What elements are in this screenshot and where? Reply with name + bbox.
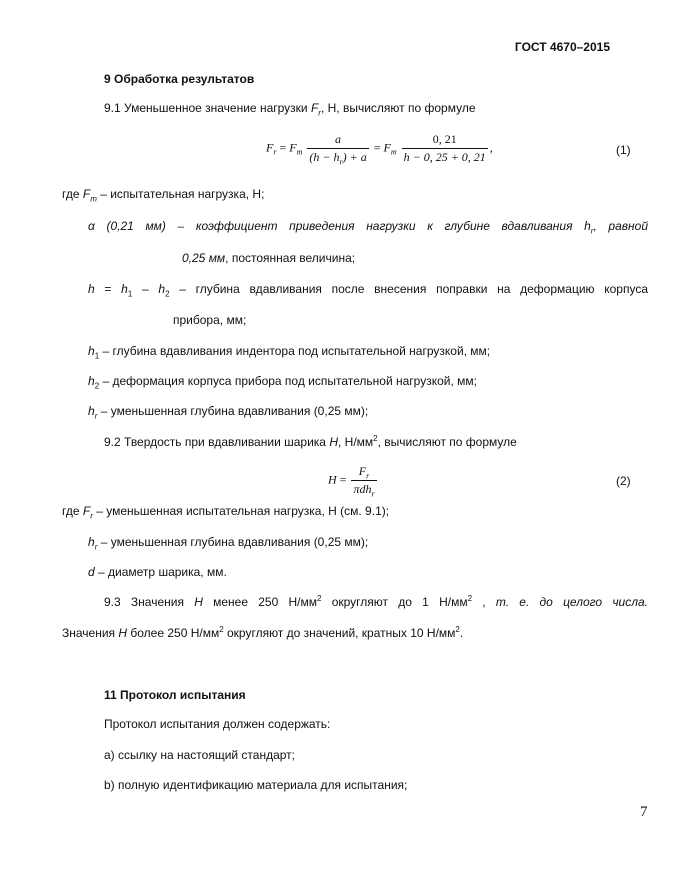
section-11-title: 11 Протокол испытания (104, 688, 246, 702)
list-item: b) полную идентификацию материала для испытания; (104, 778, 408, 792)
formula-2-number: (2) (616, 474, 631, 488)
d-definition: d – диаметр шарика, мм. (88, 565, 227, 579)
section-9-title: 9 Обработка результатов (104, 72, 255, 86)
alpha-definition-line2: 0,25 мм, постоянная величина; (182, 251, 356, 265)
paragraph-9-1: 9.1 Уменьшенное значение нагрузки $F_r$, Н, вычисляют по формуле (104, 101, 476, 118)
h2-definition: $h_2$ – деформация корпуса прибора под испытательной нагрузкой, мм; (88, 374, 477, 391)
hr-definition-2: $h_r$ – уменьшенная глубина вдавливания (0,25 мм); (88, 535, 369, 552)
formula-2: H = $\frac{F_r}{\pi dh_r}$ (328, 464, 375, 499)
formula-1-number: (1) (616, 143, 631, 157)
h-definition-line1: $h = h_1 - h_2$ – глубина вдавливания после внесения поправки на деформацию корпуса (88, 282, 649, 299)
h1-definition: $h_1$ – глубина вдавливания индентора под испытательной нагрузкой, мм; (88, 344, 491, 361)
where-fm-line: где $F_m$ – испытательная нагрузка, Н; (62, 187, 265, 204)
document-id: ГОСТ 4670–2015 (514, 40, 610, 54)
list-item: а) ссылку на настоящий стандарт; (104, 748, 296, 762)
paragraph-9-2: 9.2 Твердость при вдавливании шарика H, $Н/мм^2$, вычисляют по формуле (104, 434, 517, 449)
formula-1: $F_r = F_m$ $\frac{a}{(h - h_r) + a}$ = $F_m$ $\frac{0, 21}{h - 0, 25 + 0, 21}$ , (266, 132, 493, 167)
alpha-definition-line1: α (0,21 мм) – коэффициент приведения нагрузки к глубине вдавливания $h_r$, равной (88, 219, 648, 236)
page-number: 7 (640, 804, 648, 820)
paragraph-9-3-line1: 9.3 Значения H менее 250 $Н/мм^2$ округляют до 1 $Н/мм^2$ , т. е. до целого числа. (104, 594, 648, 609)
section-11-intro: Протокол испытания должен содержать: (104, 717, 331, 731)
h-definition-line2: прибора, мм; (173, 313, 247, 327)
hr-definition: $h_r$ – уменьшенная глубина вдавливания (0,25 мм); (88, 404, 369, 421)
where-fr-line: где $F_r$ – уменьшенная испытательная нагрузка, Н (см. 9.1); (62, 504, 390, 521)
paragraph-9-3-line2: Значения H более 250 $Н/мм^2$ округляют до значений, кратных 10 $Н/мм^2$. (62, 625, 464, 640)
